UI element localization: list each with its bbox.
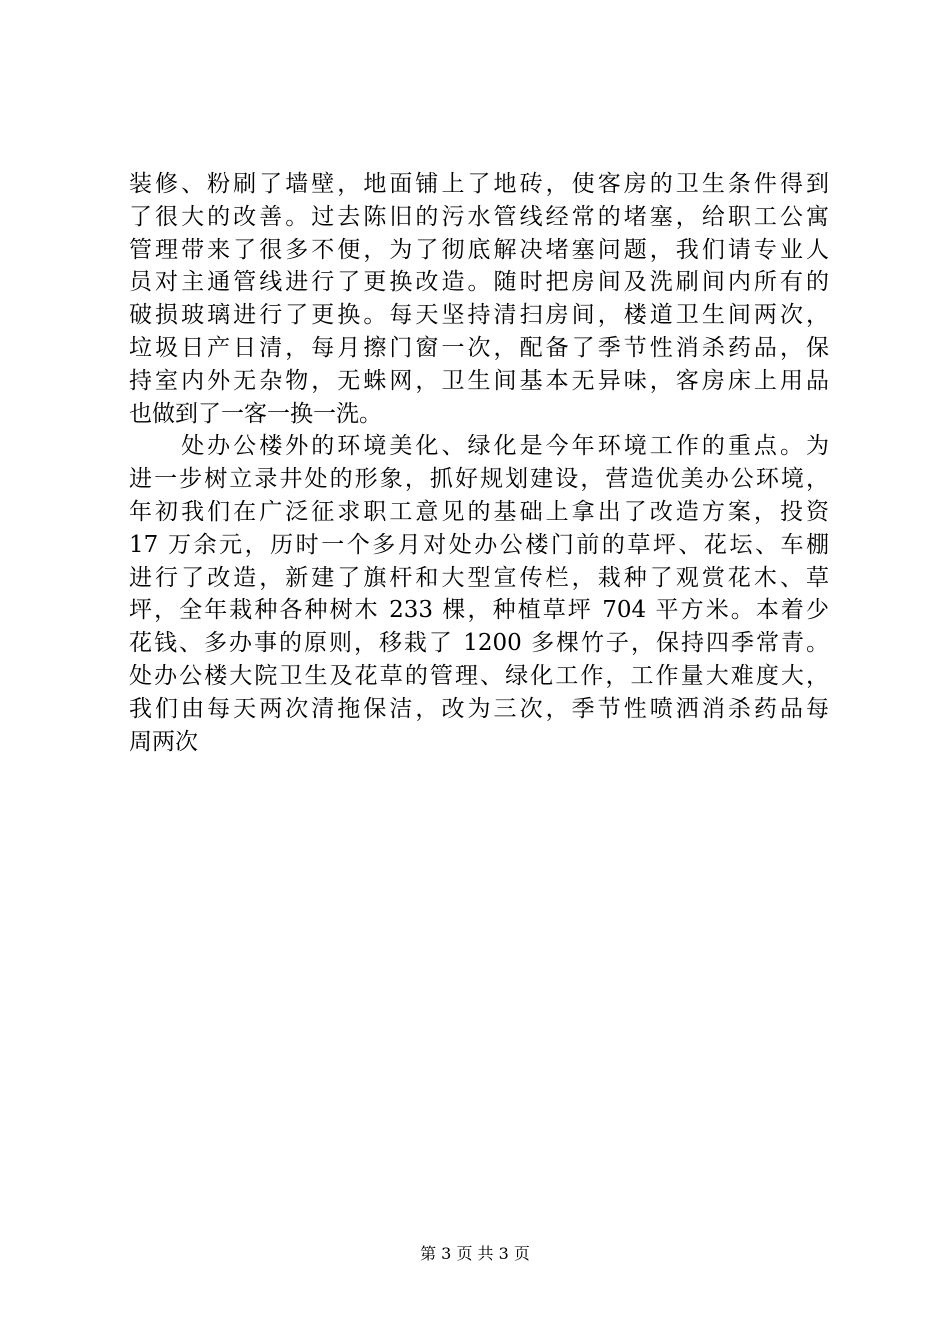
text-line: 也做到了一客一换一洗。 [129, 400, 382, 427]
text-line: 了很大的改善。过去陈旧的污水管线经常的堵塞，给职工公寓 [129, 203, 829, 230]
text-line: 处办公楼大院卫生及花草的管理、绿化工作，工作量大难度大， [129, 662, 829, 689]
text-line: 员对主通管线进行了更换改造。随时把房间及洗刷间内所有的 [129, 269, 829, 296]
text-line: 持室内外无杂物，无蛛网，卫生间基本无异味，客房床上用品 [129, 367, 829, 394]
text-line: 年初我们在广泛征求职工意见的基础上拿出了改造方案，投资 [129, 498, 829, 525]
body-text [129, 168, 829, 758]
text-line: 处办公楼外的环境美化、绿化是今年环境工作的重点。为 [129, 433, 829, 460]
text-line: 花钱、多办事的原则，移栽了 1200 多棵竹子，保持四季常青。 [129, 630, 829, 657]
page-footer [0, 1244, 950, 1264]
text-line: 我们由每天两次清拖保洁，改为三次，季节性喷洒消杀药品每 [129, 695, 829, 722]
text-line: 管理带来了很多不便，为了彻底解决堵塞问题，我们请专业人 [129, 236, 829, 263]
text-line: 周两次 [129, 728, 198, 755]
text-line: 装修、粉刷了墙壁，地面铺上了地砖，使客房的卫生条件得到 [129, 171, 829, 197]
text-line: 垃圾日产日清，每月擦门窗一次，配备了季节性消杀药品，保 [129, 334, 829, 361]
page-number-label: 第 3 页 共 3 页 [420, 1244, 530, 1263]
text-line: 进一步树立录井处的形象，抓好规划建设，营造优美办公环境， [129, 466, 829, 493]
text-line: 坪，全年栽种各种树木 233 棵，种植草坪 704 平方米。本着少 [129, 597, 829, 624]
text-line: 17 万余元，历时一个多月对处办公楼门前的草坪、花坛、车棚 [129, 531, 829, 558]
text-line: 进行了改造，新建了旗杆和大型宣传栏，栽种了观赏花木、草 [129, 564, 829, 591]
text-line: 破损玻璃进行了更换。每天坚持清扫房间，楼道卫生间两次， [129, 302, 829, 329]
